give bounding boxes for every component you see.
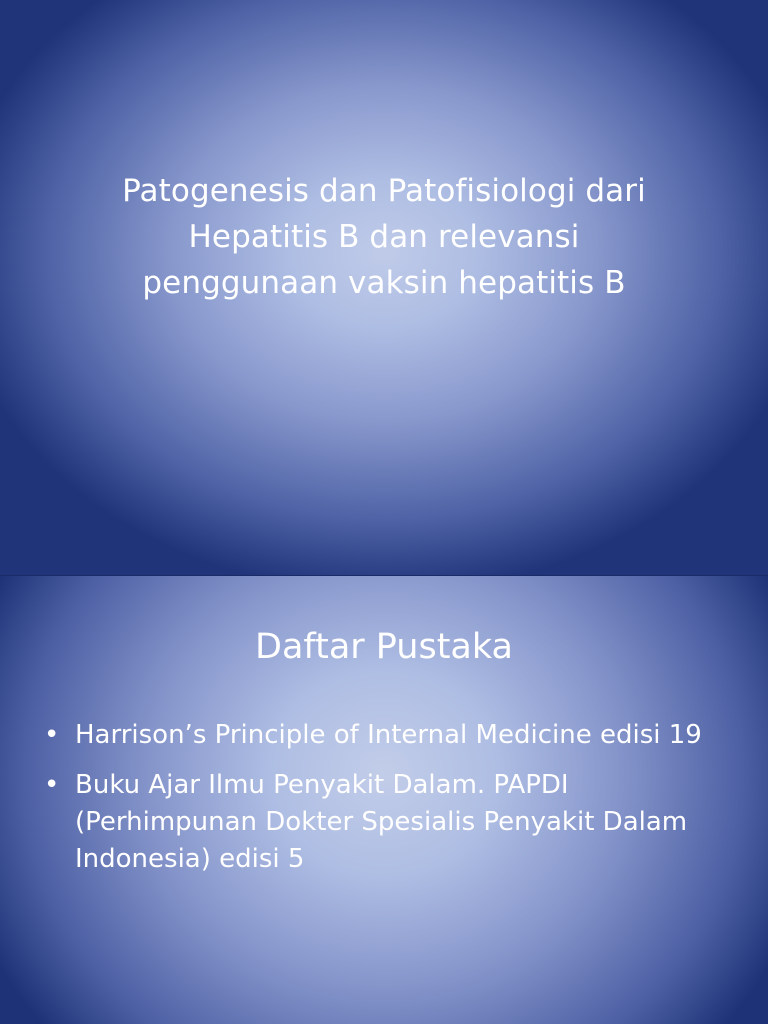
slide-title [60, 168, 708, 306]
reference-text: Harrison’s Principle of Internal Medicine edisi 19 [75, 720, 702, 750]
reference-text: Buku Ajar Ilmu Penyakit Dalam. PAPDI (Perhimpunan Dokter Spesialis Penyakit Dalam Indonesia) edisi 5 [75, 770, 688, 874]
reference-item [42, 767, 738, 878]
reference-item [42, 717, 738, 754]
references-slide [0, 576, 768, 1024]
title-line-3: penggunaan vaksin hepatitis B [142, 265, 626, 301]
title-line-1: Patogenesis dan Patofisiologi dari [122, 173, 646, 209]
title-line-2: Hepatitis B dan relevansi [188, 219, 580, 255]
bullet-icon: • [44, 770, 60, 800]
bullet-icon: • [44, 720, 60, 750]
references-list [42, 717, 738, 891]
references-heading: Daftar Pustaka [255, 627, 513, 667]
